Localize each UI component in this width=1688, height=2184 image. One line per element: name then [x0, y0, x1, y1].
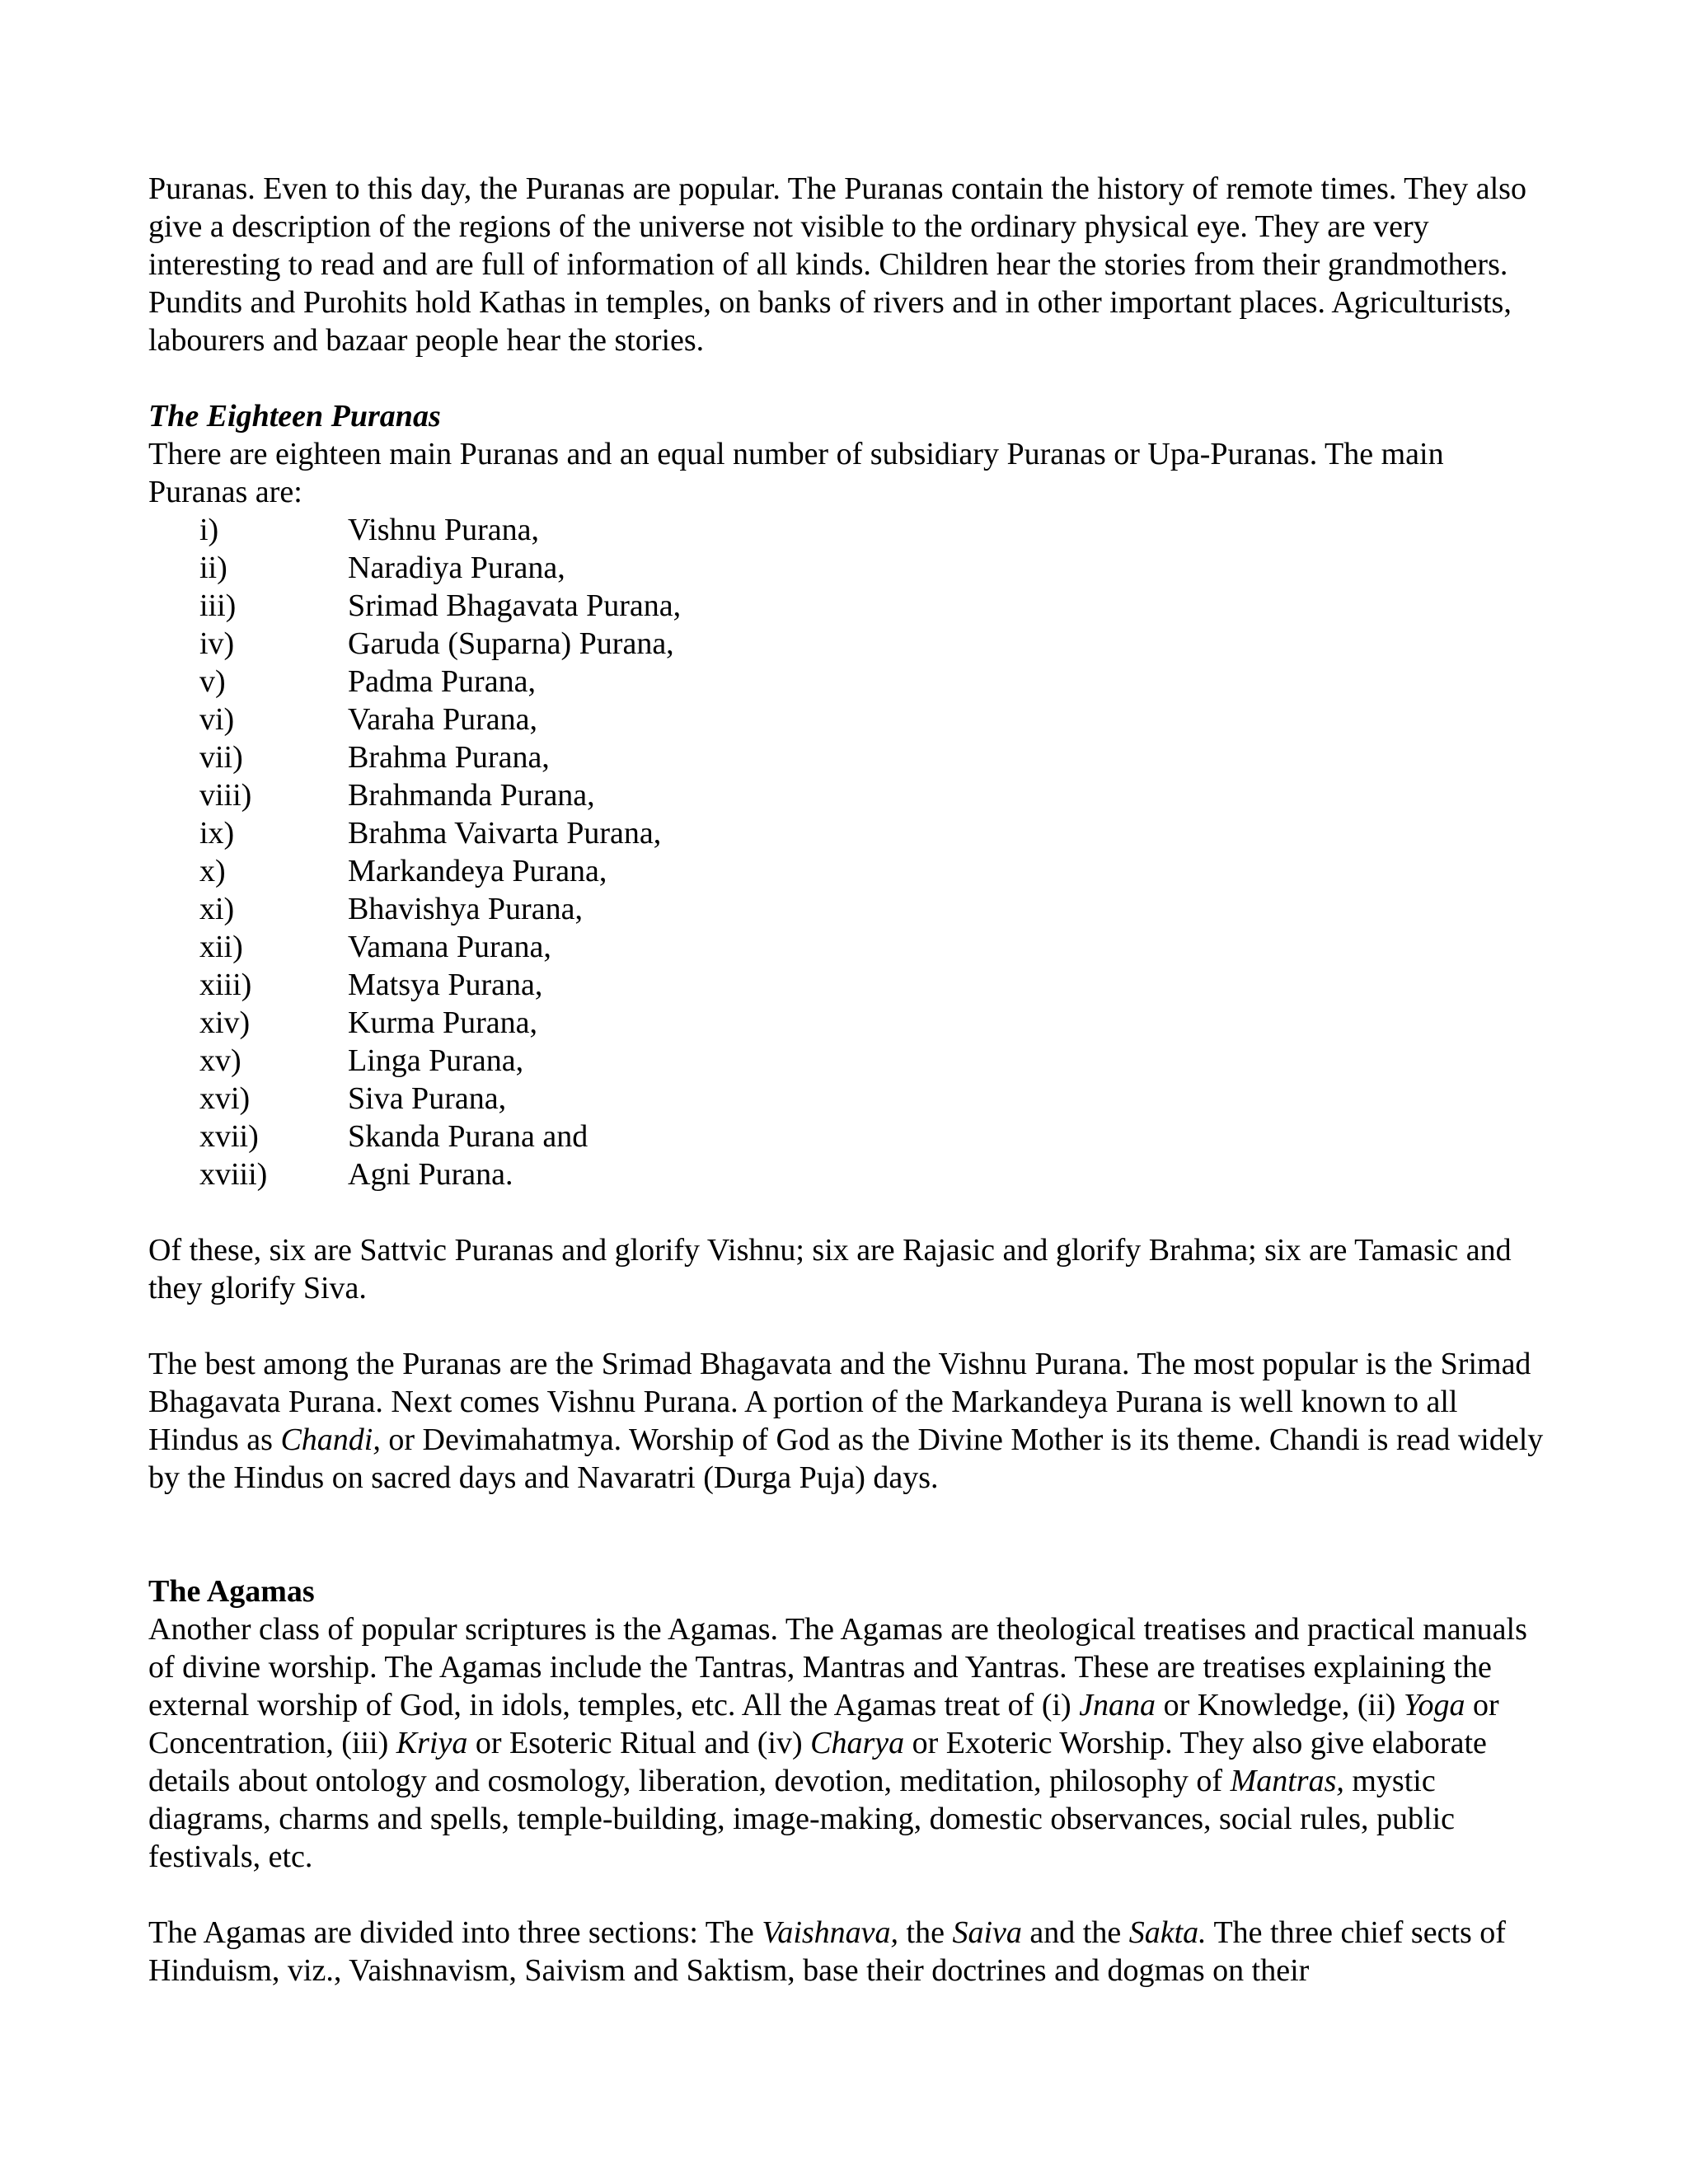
list-item [148, 890, 1550, 928]
text-run: The three chief sects of Hinduism, viz., Vaishnavism, Saivism and Saktism, base their doctrines and dogmas on their [148, 1915, 1506, 1988]
list-item-name: Bhavishya Purana, [348, 892, 583, 926]
list-item-name: Padma Purana, [348, 664, 536, 699]
list-item-number: ix) [199, 816, 235, 851]
list-item-number: xv) [199, 1043, 241, 1078]
list-item-name: Skanda Purana and [348, 1119, 588, 1154]
italic-term: Kriya [396, 1726, 468, 1760]
agamas-paragraph-2 [148, 1914, 1550, 1990]
italic-term: Yoga [1403, 1688, 1465, 1722]
list-item-number: xi) [199, 892, 235, 926]
text-run: or Knowledge, (ii) [1156, 1688, 1404, 1722]
agamas-heading: The Agamas [148, 1574, 315, 1609]
list-item-number: v) [199, 664, 226, 699]
list-item [148, 1155, 1550, 1193]
list-item [148, 776, 1550, 814]
list-item-name: Srimad Bhagavata Purana, [348, 588, 682, 623]
list-item-name: Kurma Purana, [348, 1005, 538, 1040]
list-item-number: xiii) [199, 968, 252, 1002]
list-item [148, 738, 1550, 776]
list-item [148, 625, 1550, 663]
list-item-number: iii) [199, 588, 237, 623]
list-item-name: Varaha Purana, [348, 702, 538, 737]
text-run: and the [1021, 1915, 1129, 1950]
list-item-number: i) [199, 513, 219, 547]
list-item [148, 511, 1550, 549]
list-item-number: vii) [199, 740, 243, 775]
italic-term: Charya [810, 1726, 905, 1760]
list-item-number: vi) [199, 702, 235, 737]
list-item-name: Vishnu Purana, [348, 513, 540, 547]
puranas-classes-paragraph: Of these, six are Sattvic Puranas and glorify Vishnu; six are Rajasic and glorify Brahma; six are Tamasic and they glorify Siva. [148, 1233, 1512, 1305]
best-puranas-paragraph [148, 1345, 1550, 1497]
list-item-number: viii) [199, 778, 252, 813]
document-page [148, 170, 1550, 1990]
puranas-list [148, 511, 1550, 1193]
list-item-name: Linga Purana, [348, 1043, 524, 1078]
list-item-name: Vamana Purana, [348, 930, 551, 964]
eighteen-puranas-intro: There are eighteen main Puranas and an equal number of subsidiary Puranas or Upa-Puranas. The main Puranas are: [148, 437, 1444, 509]
list-item-name: Matsya Purana, [348, 968, 543, 1002]
list-item-number: xviii) [199, 1157, 268, 1192]
text-run: The best among the Puranas are the Srimad Bhagavata and the Vishnu Purana. The most popular is the Srimad Bhagavata Purana. Next comes Vishnu Purana. A portion of the Markandeya Purana is well known to all Hindus as [148, 1347, 1531, 1457]
italic-term: Sakta. [1128, 1915, 1207, 1950]
list-item [148, 663, 1550, 701]
list-item-number: xvi) [199, 1081, 251, 1116]
italic-term: Vaishnava, [762, 1915, 899, 1950]
list-item [148, 587, 1550, 625]
eighteen-puranas-heading: The Eighteen Puranas [148, 399, 441, 434]
text-run: mystic diagrams, charms and spells, temple-building, image-making, domestic observances, social rules, public festivals, etc. [148, 1764, 1456, 1874]
list-item-name: Brahmanda Purana, [348, 778, 595, 813]
list-item [148, 701, 1550, 738]
text-run: or Devimahatmya. Worship of God as the Divine Mother is its theme. Chandi is read widely by the Hindus on sacred days and Navaratri (Durga Puja) days. [148, 1422, 1544, 1495]
list-item-number: ii) [199, 551, 227, 585]
list-item-name: Agni Purana. [348, 1157, 513, 1192]
list-item [148, 966, 1550, 1004]
text-run: Another class of popular scriptures is the Agamas. The Agamas are theological treatises and practical manuals of divine worship. The Agamas include the Tantras, Mantras and Yantras. These are treatises explaining the external worship of God, in idols, temples, etc. All the Agamas treat of (i) [148, 1612, 1527, 1722]
list-item-name: Garuda (Suparna) Purana, [348, 626, 674, 661]
list-item [148, 814, 1550, 852]
text-run: The Agamas are divided into three sections: The [148, 1915, 762, 1950]
list-item-name: Brahma Purana, [348, 740, 550, 775]
text-run: or Esoteric Ritual and (iv) [467, 1726, 811, 1760]
list-item [148, 1004, 1550, 1042]
list-item [148, 852, 1550, 890]
list-item-number: iv) [199, 626, 235, 661]
italic-term: Saiva [952, 1915, 1022, 1950]
intro-paragraph: Puranas. Even to this day, the Puranas are popular. The Puranas contain the history of remote times. They also give a description of the regions of the universe not visible to the ordinary physical eye. They are very interesting to read and are full of information of all kinds. Children hear the stories from their grandmothers. Pundits and Purohits hold Kathas in temples, on banks of rivers and in other important places. Agriculturists, labourers and bazaar people hear the stories. [148, 171, 1526, 358]
italic-term: Mantras, [1230, 1764, 1344, 1798]
italic-term: Jnana [1079, 1688, 1156, 1722]
list-item-name: Brahma Vaivarta Purana, [348, 816, 662, 851]
list-item [148, 1042, 1550, 1080]
list-item-number: xvii) [199, 1119, 259, 1154]
italic-term: Chandi, [280, 1422, 381, 1457]
text-run: the [898, 1915, 953, 1950]
list-item-number: x) [199, 854, 226, 888]
text-run: or Exoteric Worship. They also give elaborate details about ontology and cosmology, liberation, devotion, meditation, philosophy of [148, 1726, 1487, 1798]
text-run: or Concentration, (iii) [148, 1688, 1499, 1760]
list-item-name: Siva Purana, [348, 1081, 507, 1116]
agamas-paragraph-1 [148, 1610, 1550, 1876]
list-item-number: xii) [199, 930, 243, 964]
list-item-number: xiv) [199, 1005, 251, 1040]
list-item [148, 1118, 1550, 1155]
list-item-name: Naradiya Purana, [348, 551, 565, 585]
list-item [148, 928, 1550, 966]
list-item-name: Markandeya Purana, [348, 854, 607, 888]
list-item [148, 1080, 1550, 1118]
list-item [148, 549, 1550, 587]
